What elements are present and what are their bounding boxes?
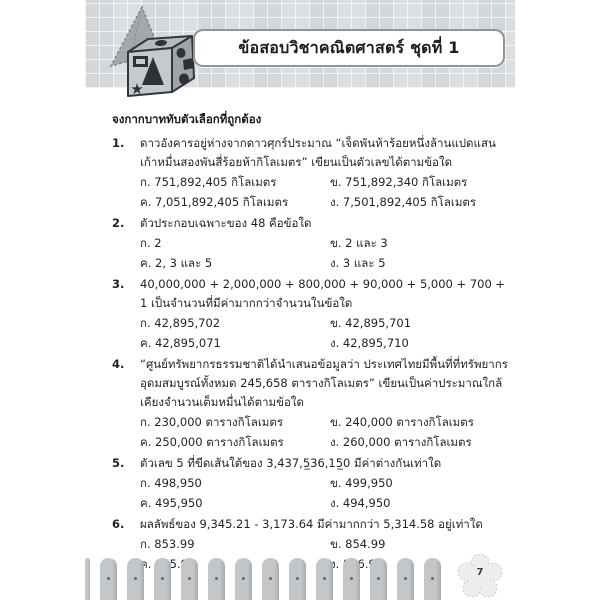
fence-post (235, 558, 252, 600)
question-stem: “ศูนย์ทรัพยากรธรรมชาติได้นำเสนอข้อมูลว่า ประเทศไทยมีพื้นที่ที่ทรัพยากรอุดมสมบูรณ์ทั้งหมด 245,658 ตารางกิโลเมตร” เขียนเป็นค่าประมาณใกล้เคียงจำนวนเต็มหมื่นได้ตามข้อใด (140, 357, 508, 409)
fence-post (154, 558, 171, 600)
page-title: ข้อสอบวิชาคณิตศาสตร์ ชุดที่ 1 (238, 37, 460, 57)
choice-ngo: ง. 856.99 (330, 557, 384, 571)
choice-khor: ค. 2, 3 และ 5 (140, 256, 213, 270)
fence-post (370, 558, 387, 600)
question-body (140, 454, 512, 513)
fence-post (85, 558, 90, 600)
svg-text:★: ★ (130, 80, 144, 97)
question-number: 5. (112, 456, 125, 470)
question-2 (112, 214, 512, 273)
question-body (140, 214, 512, 273)
choice-ko: ก. 2 (140, 236, 162, 250)
fence-post (100, 558, 117, 600)
choice-kho: ข. 240,000 ตารางกิโลเมตร (330, 415, 474, 429)
choice-kho: ข. 42,895,701 (330, 316, 412, 330)
choice-ko: ก. 751,892,405 กิโลเมตร (140, 175, 277, 189)
choice-kho: ข. 854.99 (330, 537, 386, 551)
question-body (140, 275, 512, 353)
question-4 (112, 355, 512, 452)
question-3 (112, 275, 512, 353)
choice-grid (140, 412, 512, 452)
choice-ngo: ง. 42,895,710 (330, 336, 409, 350)
question-stem: ผลลัพธ์ของ 9,345.21 - 3,173.64 มีค่ามากกว่า 5,314.58 อยู่เท่าใด (140, 517, 483, 531)
question-stem: 40,000,000 + 2,000,000 + 800,000 + 90,000 + 5,000 + 700 + 1 เป็นจำนวนที่มีค่ามากกว่าจำนวนในข้อใด (140, 277, 506, 310)
page-number: 7 (476, 567, 484, 578)
fence-post (424, 558, 441, 600)
choice-ngo: ง. 260,000 ตารางกิโลเมตร (330, 435, 472, 449)
question-1 (112, 134, 512, 212)
fence-post (127, 558, 144, 600)
fence-post (343, 558, 360, 600)
choice-khor: ค. 7,051,892,405 กิโลเมตร (140, 195, 289, 209)
choice-grid (140, 473, 512, 513)
fence-post (262, 558, 279, 600)
page-number-flower (456, 554, 504, 600)
choice-kho: ข. 499,950 (330, 476, 393, 490)
fence-post (397, 558, 414, 600)
fence-post (208, 558, 225, 600)
question-body (140, 134, 512, 212)
question-stem: ตัวประกอบเฉพาะของ 48 คือข้อใด (140, 216, 312, 230)
fence-post (289, 558, 306, 600)
question-stem: ดาวอังคารอยู่ห่างจากดาวศุกร์ประมาณ “เจ็ดพันห้าร้อยหนึ่งล้านแปดแสนเก้าหมื่นสองพันสี่ร้อยห้ากิโลเมตร” เขียนเป็นตัวเลขได้ตามข้อใด (140, 136, 496, 169)
question-number: 6. (112, 517, 125, 531)
instruction-text: จงกากบาททับตัวเลือกที่ถูกต้อง (112, 112, 262, 126)
fence-border-decoration (85, 558, 441, 600)
choice-kho: ข. 2 และ 3 (330, 236, 388, 250)
choice-khor: ค. 250,000 ตารางกิโลเมตร (140, 435, 284, 449)
choice-ngo: ง. 7,501,892,405 กิโลเมตร (330, 195, 477, 209)
choice-ngo: ง. 494,950 (330, 496, 391, 510)
choice-ko: ก. 853.99 (140, 537, 195, 551)
question-stem: ตัวเลข 5 ที่ขีดเส้นใต้ของ 3,437,5̲36,15̲0 มีค่าต่างกันเท่าใด (140, 456, 442, 470)
choice-ko: ก. 42,895,702 (140, 316, 221, 330)
choice-ko: ก. 230,000 ตารางกิโลเมตร (140, 415, 284, 429)
choice-grid (140, 233, 512, 273)
question-5 (112, 454, 512, 513)
choice-khor: ค. 855.99 (140, 557, 196, 571)
page-title-banner (193, 29, 505, 67)
choice-khor: ค. 42,895,071 (140, 336, 221, 350)
choice-ko: ก. 498,950 (140, 476, 202, 490)
question-number: 1. (112, 136, 125, 150)
question-number: 3. (112, 277, 125, 291)
choice-grid (140, 313, 512, 353)
question-body (140, 355, 512, 452)
choice-kho: ข. 751,892,340 กิโลเมตร (330, 175, 468, 189)
choice-ngo: ง. 3 และ 5 (330, 256, 386, 270)
exam-content (0, 110, 600, 576)
fence-post (316, 558, 333, 600)
choice-khor: ค. 495,950 (140, 496, 203, 510)
question-number: 2. (112, 216, 125, 230)
question-number: 4. (112, 357, 125, 371)
fence-post (181, 558, 198, 600)
choice-grid (140, 172, 512, 212)
